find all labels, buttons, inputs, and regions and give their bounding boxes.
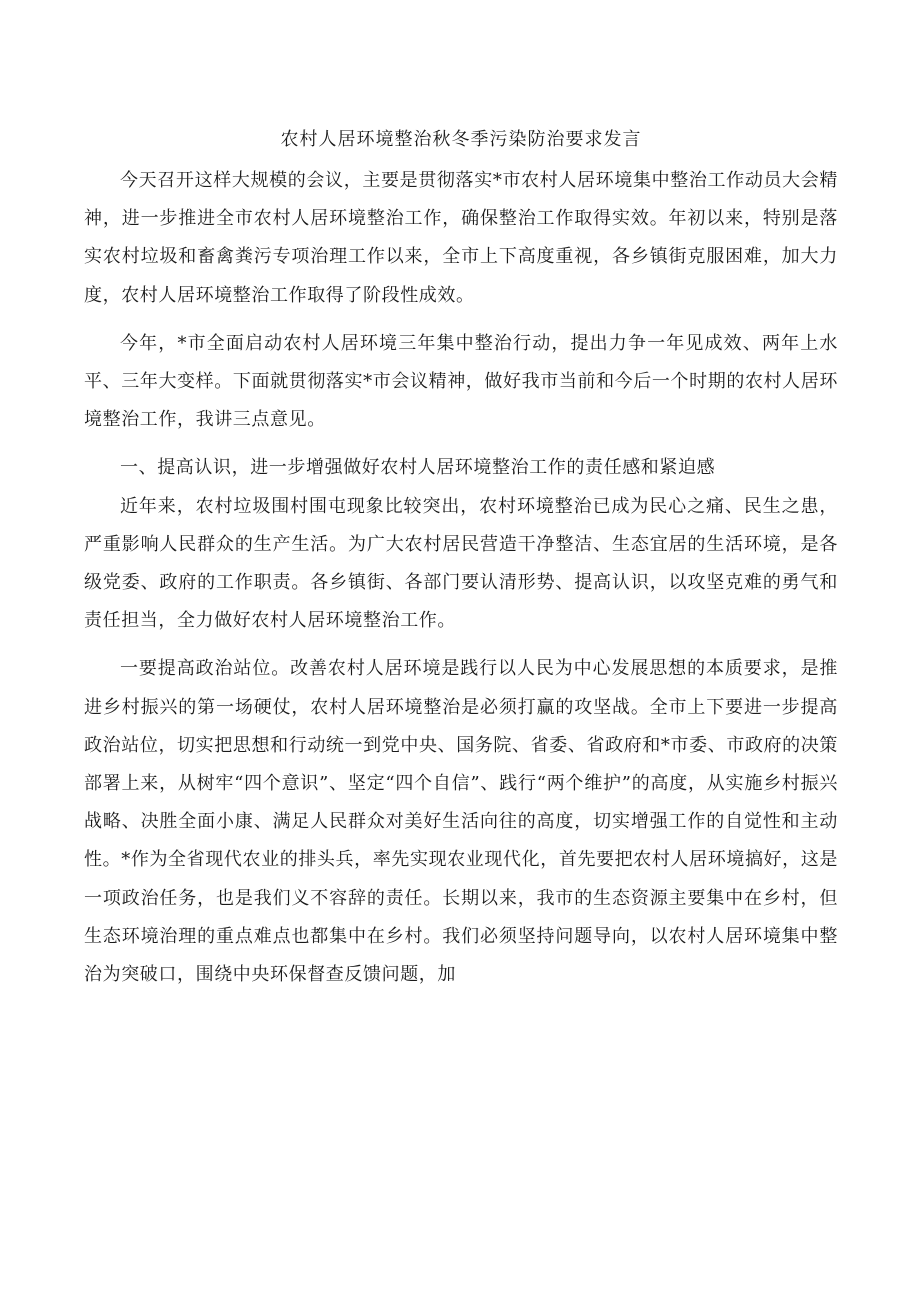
- paragraph-this-year: 今年，*市全面启动农村人居环境三年集中整治行动，提出力争一年见成效、两年上水平、三年大变样。下面就贯彻落实*市会议精神，做好我市当前和今后一个时期的农村人居环境整治工作，我讲三点意见。: [84, 332, 838, 431]
- document-page: [84, 122, 838, 1004]
- document-title: 农村人居环境整治秋冬季污染防治要求发言: [280, 129, 642, 150]
- section-heading-1: 一、提高认识，进一步增强做好农村人居环境整治工作的责任感和紧迫感: [120, 457, 716, 479]
- paragraph-recent-years: 近年来，农村垃圾围村围屯现象比较突出，农村环境整治已成为民心之痛、民生之患，严重影响人民群众的生产生活。为广大农村居民营造干净整洁、生态宜居的生活环境，是各级党委、政府的工作职责。各乡镇街、各部门要认清形势、提高认识，以攻坚克难的勇气和责任担当，全力做好农村人居环境整治工作。: [84, 495, 838, 632]
- paragraph-political-stance: 一要提高政治站位。改善农村人居环境是践行以人民为中心发展思想的本质要求，是推进乡村振兴的第一场硬仗，农村人居环境整治是必须打赢的攻坚战。全市上下要进一步提高政治站位，切实把思想和行动统一到党中央、国务院、省委、省政府和*市委、市政府的决策部署上来，从树牢“四个意识”、坚定“四个自信”、践行“两个维护”的高度，从实施乡村振兴战略、决胜全面小康、满足人民群众对美好生活向往的高度，切实增强工作的自觉性和主动性。*作为全省现代农业的排头兵，率先实现农业现代化，首先要把农村人居环境搞好，这是一项政治任务，也是我们义不容辞的责任。长期以来，我市的生态资源主要集中在乡村，但生态环境治理的重点难点也都集中在乡村。我们必须坚持问题导向，以农村人居环境集中整治为突破口，围绕中央环保督查反馈问题，加: [84, 658, 838, 986]
- paragraph-intro: 今天召开这样大规模的会议，主要是贯彻落实*市农村人居环境集中整治工作动员大会精神，进一步推进全市农村人居环境整治工作，确保整治工作取得实效。年初以来，特别是落实农村垃圾和畜禽粪污专项治理工作以来，全市上下高度重视，各乡镇街克服困难，加大力度，农村人居环境整治工作取得了阶段性成效。: [84, 170, 838, 306]
